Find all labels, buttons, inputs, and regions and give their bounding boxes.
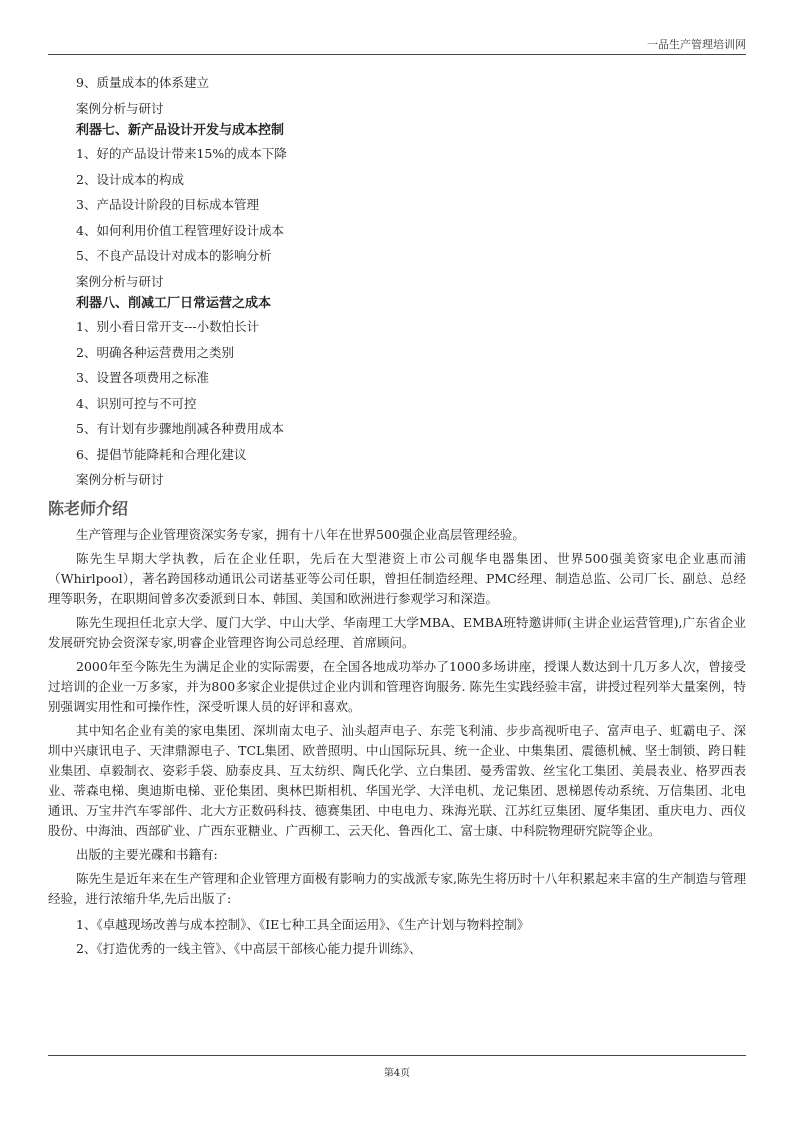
outline-line: 案例分析与研讨 [76,100,164,116]
outline-line: 5、有计划有步骤地削减各种费用成本 [76,421,284,436]
publication-item: 1、《卓越现场改善与成本控制》、《IE七种工具全面运用》、《生产计划与物料控制》 [76,916,530,932]
paragraph: 陈先生是近年来在生产管理和企业管理方面极有影响力的实战派专家,陈先生将历时十八年积累起来丰富的生产制造与管理经验，进行浓缩升华,先后出版了: [48,870,746,906]
outline-line: 1、别小看日常开支---小数怕长计 [76,319,260,334]
course-outline [48,70,746,493]
paragraph: 2000年至今陈先生为满足企业的实际需要，在全国各地成功举办了1000多场讲座，授课人数达到十几万多人次，曾接受过培训的企业一万多家，并为800多家企业提供过企业内训和管理咨询服务. 陈先生实践经验丰富，讲授过程列举大量案例，特别强调实用性和可操作性，深受听课人员的好评和喜欢。 [48,658,746,714]
page-header [48,36,746,55]
outline-line: 3、产品设计阶段的目标成本管理 [76,197,259,212]
outline-heading: 利器七、新产品设计开发与成本控制 [76,123,285,138]
paragraph: 出版的主要光碟和书籍有: [76,846,218,862]
paragraph: 生产管理与企业管理资深实务专家，拥有十八年在世界500强企业高层管理经验。 [76,526,525,542]
outline-heading: 利器八、削减工厂日常运营之成本 [76,296,272,311]
paragraph: 其中知名企业有美的家电集团、深圳南太电子、汕头超声电子、东莞飞利浦、步步高视听电子、富声电子、虹霸电子、深圳中兴康讯电子、天津鼎源电子、TCL集团、欧普照明、中山国际玩具、统一企业、中集集团、震德机械、坚士制锁、跨日鞋业集团、卓毅制衣、姿彩手袋、励泰皮具、互太纺织、陶氏化学、立白集团、曼秀雷敦、丝宝化工集团、美晨表业、格罗西表业、蒂森电梯、奥迪斯电梯、亚伦集团、奥林巴斯相机、华国光学、大洋电机、龙记集团、恩梯恩传动系统、万信集团、北电通讯、万宝井汽车零部件、北大方正数码科技、德赛集团、中电电力、珠海光联、江苏红豆集团、厦华集团、重庆电力、西仪股份、中海油、西部矿业、广西东亚糖业、广西柳工、云天化、鲁西化工、富士康、中科院物理研究院等企业。 [48,722,746,838]
outline-line: 1、好的产品设计带来15%的成本下降 [76,146,287,161]
footer-divider [48,1055,746,1056]
publication-item: 2、《打造优秀的一线主管》、《中高层干部核心能力提升训练》、 [76,940,422,956]
publication-list [48,913,746,961]
paragraph: 陈先生早期大学执教，后在企业任职，先后在大型港资上市公司舰华电器集团、世界500强美资家电企业惠而浦（Whirlpool），著名跨国移动通讯公司诺基亚等公司任职，曾担任制造经理、PMC经理、制造总监、公司厂长、副总、总经理等职务，在职期间曾多次委派到日本、韩国、美国和欧洲进行参观学习和深造。 [48,550,746,606]
paragraph: 陈先生现担任北京大学、厦门大学、中山大学、华南理工大学MBA、EMBA班特邀讲师(主讲企业运营管理),广东省企业发展研究协会资深专家,明睿企业管理咨询公司总经理、首席顾问。 [48,614,746,650]
site-name: 一品生产管理培训网 [647,38,746,51]
outline-line: 案例分析与研讨 [76,472,164,487]
outline-line: 9、质量成本的体系建立 [76,75,209,90]
intro-paragraphs [48,525,746,909]
outline-line: 5、不良产品设计对成本的影响分析 [76,248,272,263]
section-title: 陈老师介绍 [48,498,129,518]
outline-line: 案例分析与研讨 [76,273,164,289]
page-number: 第4页 [383,1068,411,1079]
outline-line: 2、设计成本的构成 [76,171,184,187]
outline-line: 3、设置各项费用之标准 [76,370,209,385]
outline-line: 2、明确各种运营费用之类别 [76,344,234,360]
page-content [48,70,746,961]
outline-line: 6、提倡节能降耗和合理化建议 [76,446,247,462]
outline-line: 4、如何利用价值工程管理好设计成本 [76,222,284,238]
outline-line: 4、识别可控与不可控 [76,395,197,411]
